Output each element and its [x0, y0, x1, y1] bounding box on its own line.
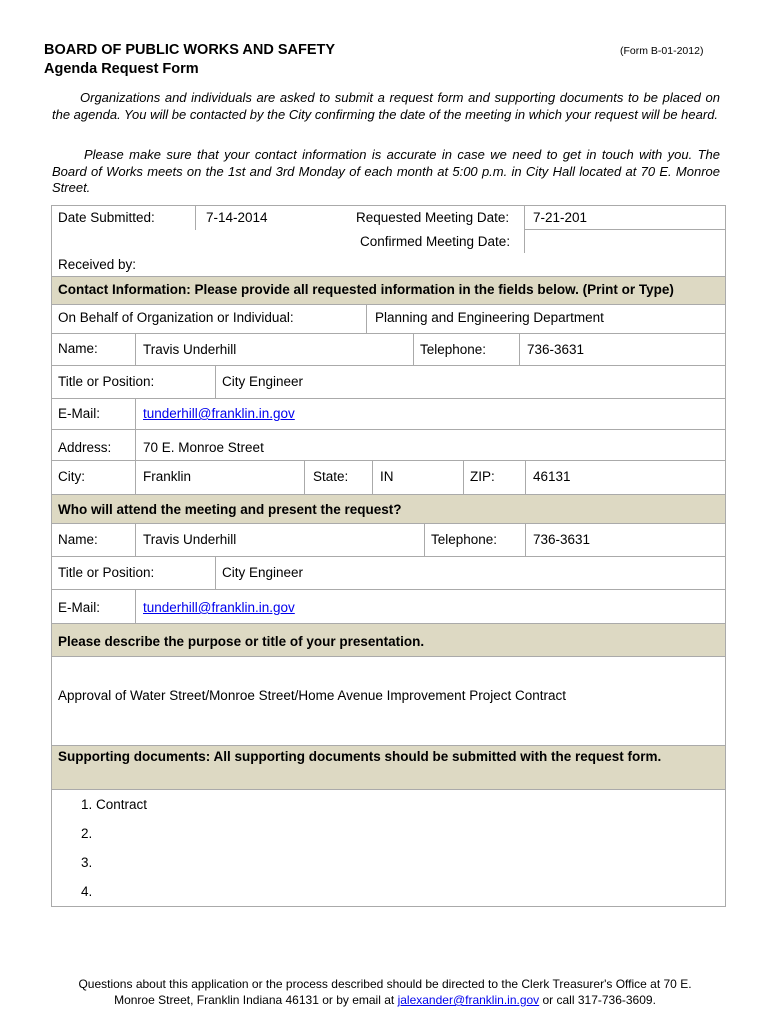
purpose-section-heading: Please describe the purpose or title of your presentation. — [58, 634, 425, 649]
footer-line-2-phone: or call 317-736-3609. — [539, 993, 656, 1007]
state-label: State: — [313, 469, 349, 484]
attendee-email-link[interactable]: tunderhill@franklin.in.gov — [143, 600, 295, 615]
intro-paragraph-1: Organizations and individuals are asked to submit a request form and supporting documents to be placed on the agenda. You will be contacted by the City confirming the date of the meeting in which your request will be heard. — [52, 90, 720, 122]
document-item-1[interactable]: 1. Contract — [81, 797, 148, 812]
address-field[interactable]: 70 E. Monroe Street — [143, 440, 264, 455]
contact-email-link[interactable]: tunderhill@franklin.in.gov — [143, 406, 295, 421]
attendee-title-label: Title or Position: — [58, 565, 155, 580]
form-title: BOARD OF PUBLIC WORKS AND SAFETY — [44, 42, 336, 58]
contact-section-heading: Contact Information: Please provide all requested information in the fields below. (Print or Type) — [58, 282, 674, 297]
city-label: City: — [58, 469, 85, 484]
document-item-2[interactable]: 2. — [81, 826, 93, 841]
footer-line-2-text: Monroe Street, Franklin Indiana 46131 or by email at — [114, 993, 398, 1007]
attendee-phone-field[interactable]: 736-3631 — [533, 532, 591, 547]
contact-title-field[interactable]: City Engineer — [222, 374, 304, 389]
footer-line-2 — [0, 992, 770, 1008]
form-number: (Form B-01-2012) — [620, 45, 704, 57]
confirmed-date-label: Confirmed Meeting Date: — [360, 234, 511, 249]
document-item-4[interactable]: 4. — [81, 884, 93, 899]
form-subtitle: Agenda Request Form — [44, 61, 199, 77]
contact-phone-label: Telephone: — [420, 342, 487, 357]
contact-title-label: Title or Position: — [58, 374, 155, 389]
zip-label: ZIP: — [470, 469, 495, 484]
attendee-section-heading: Who will attend the meeting and present the request? — [58, 502, 402, 517]
behalf-label: On Behalf of Organization or Individual: — [58, 310, 294, 325]
purpose-field[interactable]: Approval of Water Street/Monroe Street/Home Avenue Improvement Project Contract — [58, 688, 566, 703]
received-by-label: Received by: — [58, 257, 137, 272]
contact-name-label: Name: — [58, 341, 98, 356]
clerk-email-link[interactable]: jalexander@franklin.in.gov — [397, 993, 540, 1007]
address-label: Address: — [58, 440, 112, 455]
footer-note — [0, 976, 770, 1008]
requested-date-label: Requested Meeting Date: — [356, 210, 510, 225]
attendee-title-field[interactable]: City Engineer — [222, 565, 304, 580]
state-field[interactable]: IN — [380, 469, 394, 484]
documents-section-heading: Supporting documents: All supporting documents should be submitted with the request form. — [58, 749, 662, 764]
contact-email-label: E-Mail: — [58, 406, 101, 421]
attendee-phone-label: Telephone: — [431, 532, 498, 547]
intro-paragraph-2: Please make sure that your contact information is accurate in case we need to get in touch with you. The Board of Works meets on the 1st and 3rd Monday of each month at 5:00 p.m. in City Hall located at 70 E. Monroe Street. — [52, 147, 720, 195]
attendee-name-label: Name: — [58, 532, 98, 547]
confirmed-date-field[interactable] — [533, 234, 718, 250]
date-submitted-label: Date Submitted: — [58, 210, 155, 225]
city-field[interactable]: Franklin — [143, 469, 192, 484]
attendee-email-label: E-Mail: — [58, 600, 101, 615]
requested-date-field[interactable]: 7-21-201 — [533, 210, 588, 225]
behalf-field[interactable]: Planning and Engineering Department — [375, 310, 604, 325]
contact-name-field[interactable]: Travis Underhill — [143, 342, 237, 357]
document-item-3[interactable]: 3. — [81, 855, 93, 870]
date-submitted-field[interactable]: 7-14-2014 — [206, 210, 268, 225]
zip-field[interactable]: 46131 — [533, 469, 571, 484]
contact-phone-field[interactable]: 736-3631 — [527, 342, 585, 357]
footer-line-1: Questions about this application or the process described should be directed to the Clerk Treasurer's Office at 70 E. — [78, 977, 692, 991]
attendee-name-field[interactable]: Travis Underhill — [143, 532, 237, 547]
